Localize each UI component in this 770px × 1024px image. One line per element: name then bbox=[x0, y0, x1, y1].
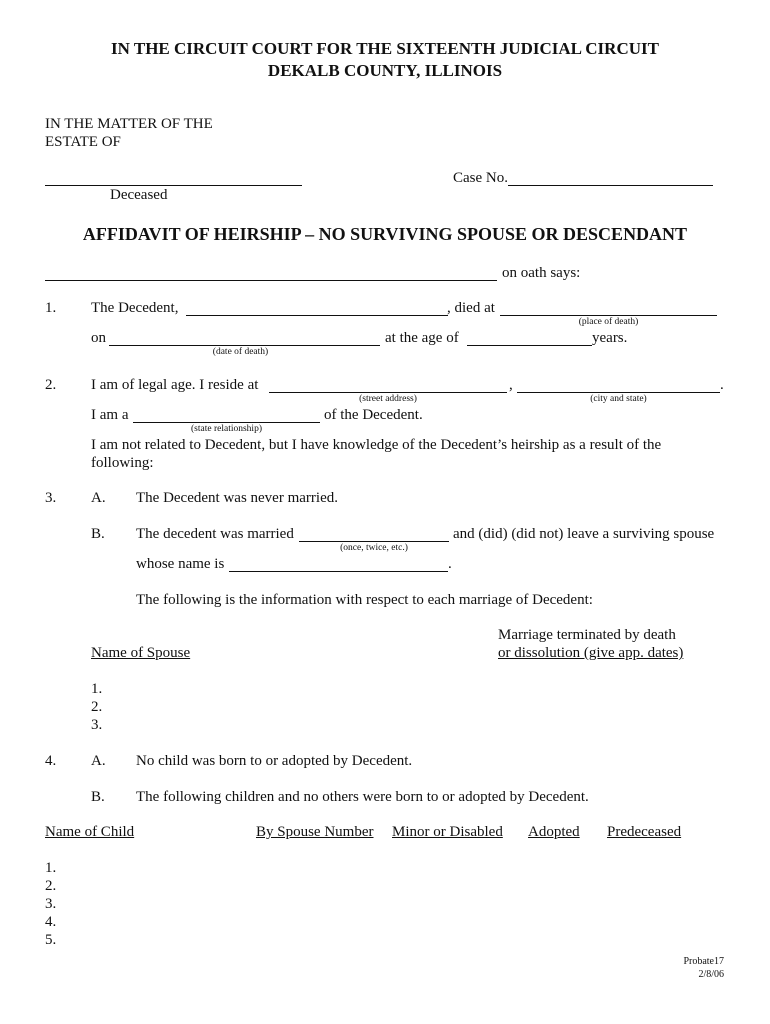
item4-number: 4. bbox=[45, 753, 57, 769]
child-row-number: 1. bbox=[45, 860, 57, 876]
child-row-number: 4. bbox=[45, 914, 57, 930]
item3-b-letter: B. bbox=[91, 526, 105, 542]
spouse-name-column-header: Name of Spouse bbox=[91, 645, 191, 661]
matter-line1: IN THE MATTER OF THE bbox=[45, 116, 213, 132]
child-row-number: 2. bbox=[45, 878, 57, 894]
surviving-spouse-text: and (did) (did not) leave a surviving spouse bbox=[453, 526, 715, 542]
place-of-death-blank[interactable] bbox=[500, 314, 717, 316]
child-row-number: 5. bbox=[45, 932, 57, 948]
reside-label: I am of legal age. I reside at bbox=[91, 377, 259, 393]
was-married-label: The decedent was married bbox=[136, 526, 294, 542]
estate-name-blank[interactable] bbox=[45, 184, 302, 186]
marriage-info-text: The following is the information with respect to each marriage of Decedent: bbox=[136, 592, 593, 608]
case-no-label: Case No. bbox=[453, 170, 508, 186]
court-header-line2: DEKALB COUNTY, ILLINOIS bbox=[267, 61, 503, 80]
spouse-number-column-header: By Spouse Number bbox=[256, 824, 374, 840]
oath-text: on oath says: bbox=[502, 265, 581, 281]
spouse-row-number: 2. bbox=[91, 699, 103, 715]
not-related-line2: following: bbox=[91, 455, 154, 471]
of-decedent-label: of the Decedent. bbox=[324, 407, 423, 423]
item4-b-letter: B. bbox=[91, 789, 105, 805]
relationship-note: (state relationship) bbox=[191, 424, 262, 434]
child-name-column-header: Name of Child bbox=[45, 824, 135, 840]
case-no-blank[interactable] bbox=[508, 184, 713, 186]
age-blank[interactable] bbox=[467, 344, 592, 346]
spouse-row-number: 3. bbox=[91, 717, 103, 733]
adopted-column-header: Adopted bbox=[528, 824, 580, 840]
decedent-name-blank[interactable] bbox=[186, 314, 448, 316]
times-married-blank[interactable] bbox=[299, 540, 449, 542]
item1-number: 1. bbox=[45, 300, 57, 316]
item4-a-letter: A. bbox=[91, 753, 106, 769]
years-label: years. bbox=[592, 330, 628, 346]
form-date: 2/8/06 bbox=[698, 969, 724, 980]
street-address-note: (street address) bbox=[359, 394, 417, 404]
no-child-text: No child was born to or adopted by Decedent. bbox=[136, 753, 413, 769]
on-label: on bbox=[91, 330, 106, 346]
times-married-note: (once, twice, etc.) bbox=[340, 543, 408, 553]
not-related-line1: I am not related to Decedent, but I have knowledge of the Decedent’s heirship as a result of the bbox=[91, 437, 662, 453]
item3-number: 3. bbox=[45, 490, 57, 506]
minor-disabled-column-header: Minor or Disabled bbox=[392, 824, 503, 840]
children-list-text: The following children and no others were born to or adopted by Decedent. bbox=[136, 789, 589, 805]
never-married-text: The Decedent was never married. bbox=[136, 490, 338, 506]
died-at-label: , died at bbox=[447, 300, 495, 316]
age-label: at the age of bbox=[385, 330, 459, 346]
i-am-a-label: I am a bbox=[91, 407, 129, 423]
predeceased-column-header: Predeceased bbox=[607, 824, 682, 840]
address-comma: , bbox=[509, 377, 513, 393]
form-id: Probate17 bbox=[683, 956, 724, 967]
affidavit-title: AFFIDAVIT OF HEIRSHIP – NO SURVIVING SPOUSE OR DESCENDANT bbox=[82, 224, 688, 244]
court-header-line1: IN THE CIRCUIT COURT FOR THE SIXTEENTH JUDICIAL CIRCUIT bbox=[111, 39, 659, 58]
item3-a-letter: A. bbox=[91, 490, 106, 506]
spouse-name-blank[interactable] bbox=[229, 570, 448, 572]
street-address-blank[interactable] bbox=[269, 391, 507, 393]
terminated-header-line1: Marriage terminated by death bbox=[498, 627, 676, 643]
city-state-note: (city and state) bbox=[590, 394, 647, 404]
date-of-death-note: (date of death) bbox=[212, 347, 269, 357]
spouse-name-period: . bbox=[448, 556, 452, 572]
date-of-death-blank[interactable] bbox=[109, 344, 380, 346]
address-period: . bbox=[720, 377, 724, 393]
child-row-number: 3. bbox=[45, 896, 57, 912]
place-of-death-note: (place of death) bbox=[578, 317, 639, 327]
city-state-blank[interactable] bbox=[517, 391, 720, 393]
decedent-label: The Decedent, bbox=[91, 300, 179, 316]
affiant-name-blank[interactable] bbox=[45, 279, 497, 281]
matter-line2: ESTATE OF bbox=[45, 134, 121, 150]
whose-name-label: whose name is bbox=[136, 556, 225, 572]
terminated-header-line2: or dissolution (give app. dates) bbox=[498, 645, 684, 661]
spouse-row-number: 1. bbox=[91, 681, 103, 697]
item2-number: 2. bbox=[45, 377, 57, 393]
deceased-label: Deceased bbox=[110, 187, 168, 203]
relationship-blank[interactable] bbox=[133, 421, 320, 423]
